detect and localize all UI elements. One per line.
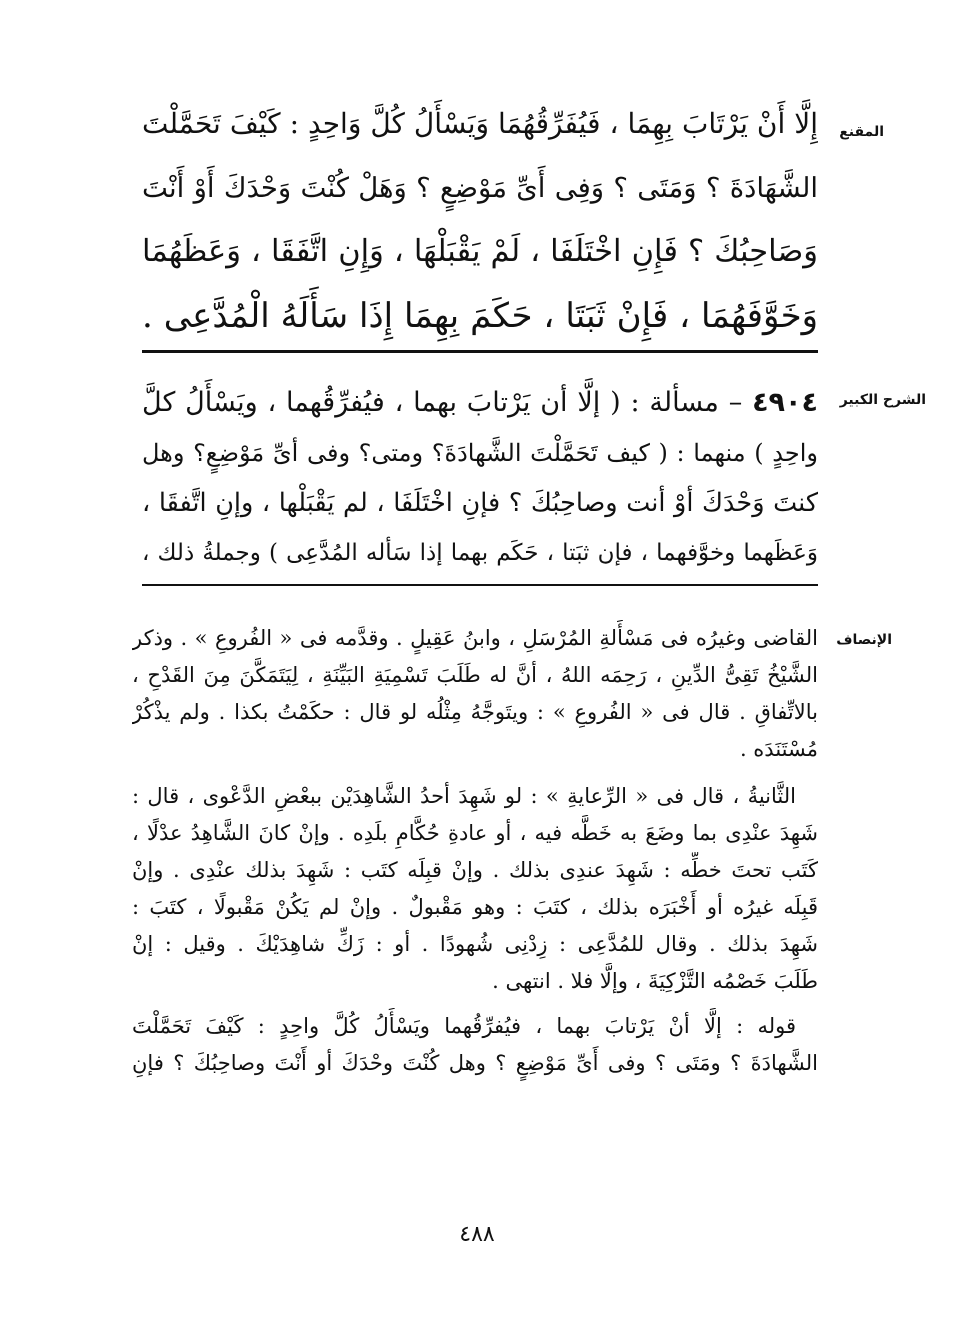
section-label-insaf: الإنصاف [836,632,892,648]
sharh-first-line-text: – مسألة : ( إلَّا أن يَرْتابَ بهما ، فيُفرِّقُهما ، ويَسْأَلُ كلَّ [142,387,743,418]
insaf-line: بالاتِّفاقِ . قال فى « الفُروعِ » : ويتَوجَّهُ مِثْلُه لو قال : حكَمْتُ بكذا . ولم يذْكُرْ [132,700,818,724]
insaf-line: مُسْتَنَدَه . [739,737,818,761]
insaf-text-block [132,620,818,1082]
muqni-line: إِلَّا أَنْ يَرْتَابَ بِهِمَا ، فَيُفَرِّقُهُمَا وَيَسْأَلُ كُلَّ وَاحِدٍ : كَيْفَ تَحَمَّلْتَ [142,107,818,140]
muqni-line: الشَّهَادَةَ ؟ وَمَتَى ؟ وَفِى أَىِّ مَوْضِعٍ ؟ وَهَلْ كُنْتَ وَحْدَكَ أَوْ أَنْتَ [142,172,818,204]
insaf-line: قَبِلَه غيرُه أو أَخْبَرَه بذلك ، كتَبَ : وهو مَقْبولٌ . وإنْ لم يَكُنْ مَقْبولًا ، كتَبَ : [132,895,818,919]
thick-divider [142,350,818,353]
muqni-text-block [142,92,818,348]
insaf-line: كَتَب تحتَ خطِّه : شَهِدَ عندِى بذلك . وإنْ قبِلَه كتَب : شَهِدَ بذلك عنْدِى . وإنْ [132,858,818,882]
insaf-line: الشَّيْخُ تَقِىُّ الدِّينِ ، رَحِمَه اللهُ ، أنَّ له طَلَبَ تَسْمِيَةِ البَيِّنَةِ ، لِيَتَمَكَّنَ مِنَ القَدْحِ ، [132,663,818,687]
insaf-line: القاضى وغيرُه فى مَسْأَلةِ المُرْسَلِ ، وابنُ عَقِيلٍ . وقدَّمه فى « الفُروعِ » . وذكر [132,626,818,650]
sharh-line: واحِدٍ ) منهما : ( كيف تَحَمَّلْتَ الشَّهادَةَ؟ ومتى؟ وفى أىِّ مَوْضِعٍ؟ وهل [142,439,818,467]
muqni-line: وَخَوَّفَهُمَا ، فَإِنْ ثَبَتَا ، حَكَمَ بِهِمَا إِذَا سَأَلَهُ الْمُدَّعِى . [142,296,818,336]
insaf-line: الشَّهادَةَ ؟ ومَتَى ؟ وفى أَىِّ مَوْضِعٍ ؟ وهل كُنْتَ وحْدَكَ أو أَنْتَ وصاحِبُكَ ؟ فإنِ [132,1051,818,1075]
sharh-line [142,378,818,428]
insaf-line: الثَّانيةُ ، قال فى « الرِّعايةِ » : لو شَهِدَ أحدُ الشَّاهِدَيْن ببعْضِ الدَّعْوى ، قال : [132,784,796,808]
issue-number: ٤٩٠٤ [752,387,818,418]
insaf-line: شَهِدَ بذلك . وقال للمُدَّعِى : زِدْنِى شُهودًا . أو : زَكِّ شاهِدَيْكَ . وقيل : إنْ [132,932,818,956]
sharh-line: وَعَظَهما وخوَّفهما ، فإن ثبَتا ، حَكَم بهما إذا سَأله المُدَّعِى ) وجملةُ ذلك ، [142,540,818,566]
sharh-text-block [142,378,818,578]
muqni-line: وَصَاحِبُكَ ؟ فَإِنِ اخْتَلَفَا ، لَمْ يَقْبَلْهَا ، وَإِنِ اتَّفَقَا ، وَعَظَهُمَا [142,234,818,269]
section-label-sharh: الشرح الكبير [839,392,926,408]
sharh-line: كنتَ وَحْدَكَ أوْ أنت وصاحِبُكَ ؟ فإنِ اخْتَلَفَا ، لم يَقْبَلْها ، وإنِ اتَّفقَا ، [142,488,818,518]
insaf-line: شَهِدَ عنْدِى بما وضَعَ به خَطَّه فيه ، أو عادةِ حُكَّامِ بلَدِه . وإنْ كانَ الشَّاهِدُ عدْلًا ، [132,821,818,845]
page-number: ٤٨٨ [459,1222,495,1247]
insaf-line: قوله : إلَّا أنْ يَرْتابَ بهما ، فيُفرِّقُهما ويَسْأَلُ كُلَّ واحِدٍ : كَيْفَ تَحَمَّلْتَ [132,1014,796,1038]
section-label-muqni: المقنع [839,124,884,140]
thin-divider [142,584,818,586]
insaf-line: طَلَبَ خَصْمُه التَّزْكِيَةَ ، وإلَّا فلا . انتهى . [492,969,818,993]
